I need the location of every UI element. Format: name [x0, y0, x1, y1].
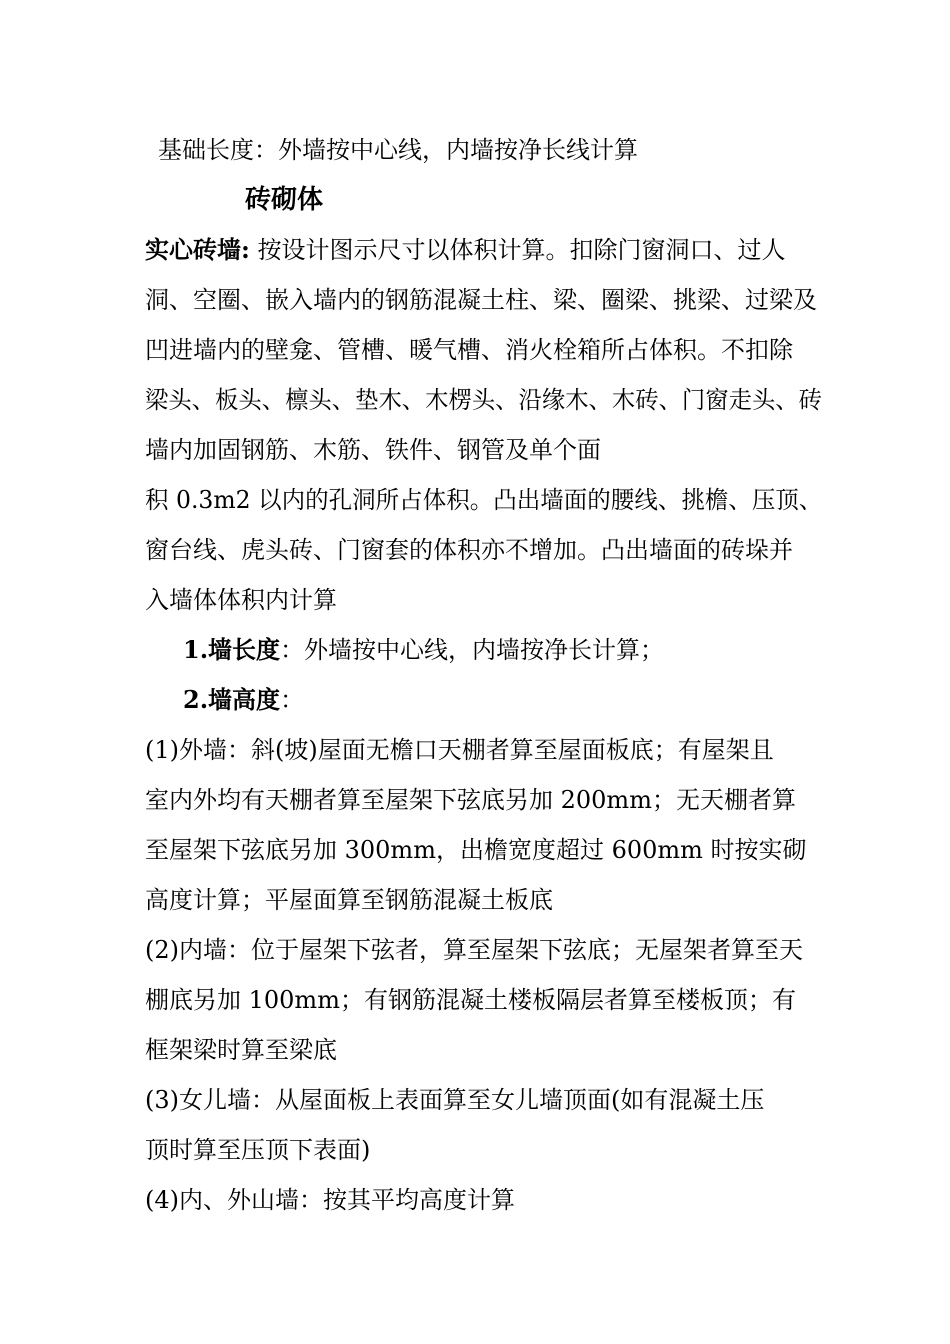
wall-height-line [183, 685, 304, 715]
item-line-4: 高度计算；平屋面算至钢筋混凝土板底 [145, 886, 553, 914]
wall-length-text: ：外墙按中心线，内墙按净长计算； [280, 636, 665, 664]
solid-wall-line-7: 窗台线、虎头砖、门窗套的体积亦不增加。凸出墙面的砖垛并 [145, 536, 793, 564]
item-line-2: 室内外均有天棚者算至屋架下弦底另加 200mm；无天棚者算 [145, 786, 796, 814]
solid-wall-text: 按设计图示尺寸以体积计算。扣除门窗洞口、过人 [249, 236, 786, 264]
solid-wall-line-3: 凹进墙内的壁龛、管槽、暖气槽、消火栓箱所占体积。不扣除 [145, 336, 793, 364]
solid-wall-line-4: 梁头、板头、檩头、垫木、木楞头、沿缘木、木砖、门窗走头、砖 [145, 386, 822, 414]
item-line-6: 棚底另加 100mm；有钢筋混凝土楼板隔层者算至楼板顶；有 [145, 986, 796, 1014]
item-line-10: (4)内、外山墙：按其平均高度计算 [145, 1186, 515, 1214]
wall-height-term: 2.墙高度 [183, 685, 281, 714]
item-line-7: 框架梁时算至梁底 [145, 1036, 337, 1064]
intro-line: 基础长度：外墙按中心线，内墙按净长线计算 [158, 136, 638, 164]
item-line-5: (2)内墙：位于屋架下弦者，算至屋架下弦底；无屋架者算至天 [145, 936, 803, 964]
solid-wall-line-5: 墙内加固钢筋、木筋、铁件、钢管及单个面 [145, 436, 601, 464]
solid-wall-term: 实心砖墙: [145, 235, 250, 264]
wall-length-term: 1.墙长度 [183, 635, 281, 664]
item-line-8: (3)女儿墙：从屋面板上表面算至女儿墙顶面(如有混凝土压 [145, 1086, 765, 1114]
item-line-3: 至屋架下弦底另加 300mm，出檐宽度超过 600mm 时按实砌 [145, 836, 807, 864]
item-line-9: 顶时算至压顶下表面) [145, 1136, 371, 1164]
solid-wall-line-8: 入墙体体积内计算 [145, 586, 337, 614]
solid-wall-line-2: 洞、空圈、嵌入墙内的钢筋混凝土柱、梁、圈梁、挑梁、过梁及 [145, 286, 817, 314]
wall-height-text: ： [280, 686, 305, 714]
section-title: 砖砌体 [245, 185, 324, 215]
solid-wall-line-6: 积 0.3m2 以内的孔洞所占体积。凸出墙面的腰线、挑檐、压顶、 [145, 486, 823, 514]
wall-length-line [183, 635, 664, 665]
item-line-1: (1)外墙：斜(坡)屋面无檐口天棚者算至屋面板底；有屋架且 [145, 736, 774, 764]
solid-wall-line-1 [145, 235, 786, 265]
